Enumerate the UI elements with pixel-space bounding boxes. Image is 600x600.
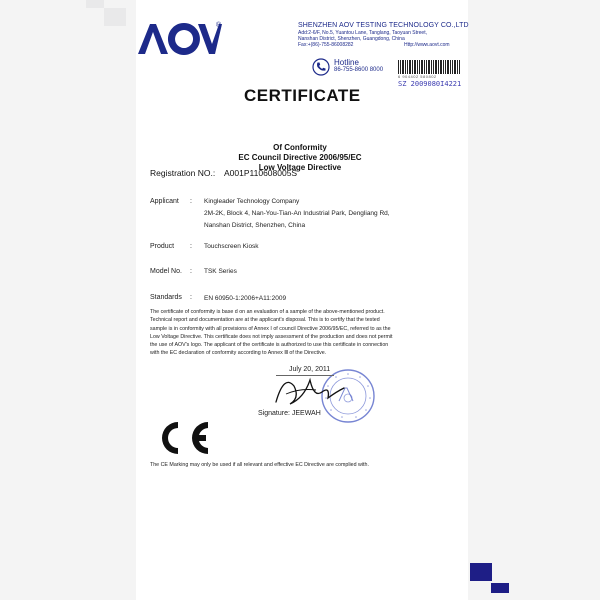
- address-line: Add:2-6/F, No.5, Yuantou Lane, Tanglang, Taoyuan Street,: [298, 30, 427, 36]
- standards-value: EN 60950-1:2006+A11:2009: [204, 295, 287, 302]
- subtitle-directive: EC Council Directive 2006/95/EC: [238, 153, 362, 162]
- body-line: with the EC declaration of conformity according to Annex Ⅲ of the Directive.: [150, 350, 327, 357]
- serial-number: SZ 2009080I4221: [398, 80, 462, 88]
- scan-corner-mark: [86, 0, 104, 8]
- applicant-address: 2M-2K, Block 4, Nan-You-Tian-An Industrial Park, Dengliang Rd,: [204, 210, 390, 217]
- field-separator: :: [190, 294, 192, 301]
- certificate-body: [150, 308, 450, 358]
- barcode: [398, 60, 460, 74]
- subtitle-conformity: Of Conformity: [273, 143, 327, 152]
- applicant-address: Nanshan District, Shenzhen, China: [204, 222, 306, 229]
- company-name: SHENZHEN AOV TESTING TECHNOLOGY CO.,LTD: [298, 22, 469, 29]
- corner-block: [491, 583, 509, 593]
- aov-logo: [136, 18, 222, 58]
- handwritten-signature: [270, 368, 350, 410]
- scan-corner-mark: [104, 8, 126, 26]
- applicant-name: Kingleader Technology Company: [204, 198, 300, 205]
- registration-number: A001P110608005S: [224, 168, 298, 178]
- model-value: TSK Series: [204, 268, 237, 275]
- registered-mark: ®: [216, 22, 222, 29]
- fax-line: Fax:+(86)-755-86008282: [298, 42, 354, 48]
- body-line: Low Voltage Directive. This certificate does not imply assessment of the production and does not permit: [150, 333, 393, 340]
- product-label: Product: [150, 243, 175, 250]
- body-line: The certificate of conformity is base d on an evaluation of a sample of the above-mentioned product.: [150, 309, 385, 315]
- hotline-number: 86-755-8600 8000: [334, 67, 384, 73]
- field-separator: :: [190, 243, 192, 250]
- field-separator: :: [190, 198, 192, 205]
- body-line: Technical report and documentation are at the applicant's disposal. This is to certify that the tested: [150, 317, 380, 324]
- website-line: Http://www.aovt.com: [404, 42, 450, 48]
- field-separator: :: [190, 268, 192, 275]
- ce-note: The CE Marking may only be used if all relevant and effective EC Directive are complied with.: [150, 462, 369, 468]
- body-line: sample is in conformity with all provisions of Annex I of council Directive 2006/95/EC, referred to as the: [150, 325, 391, 332]
- body-line: the use of AOV's logo. The applicant of the certificate is authorized to use this certificate in connection: [150, 342, 389, 349]
- corner-block: [470, 563, 492, 581]
- standards-label: Standards: [150, 294, 182, 301]
- barcode-digits: 6 904402 580802: [398, 74, 437, 79]
- product-value: Touchscreen Kiosk: [204, 243, 259, 250]
- model-label: Model No.: [150, 268, 182, 275]
- phone-icon: [312, 58, 330, 76]
- applicant-label: Applicant: [150, 198, 179, 205]
- subtitle-lvd: Low Voltage Directive: [258, 163, 342, 172]
- certificate-title: CERTIFICATE: [244, 86, 361, 105]
- issue-date: July 20, 2011: [289, 366, 331, 373]
- registration-label: Registration NO.:: [150, 168, 216, 178]
- signatory: Signature: JEEWAH: [258, 410, 321, 417]
- address-line: Nanshan District, Shenzhen, Guangdong, China: [298, 36, 405, 42]
- hotline-label: Hotline: [334, 58, 359, 67]
- ce-mark-icon: [156, 418, 212, 458]
